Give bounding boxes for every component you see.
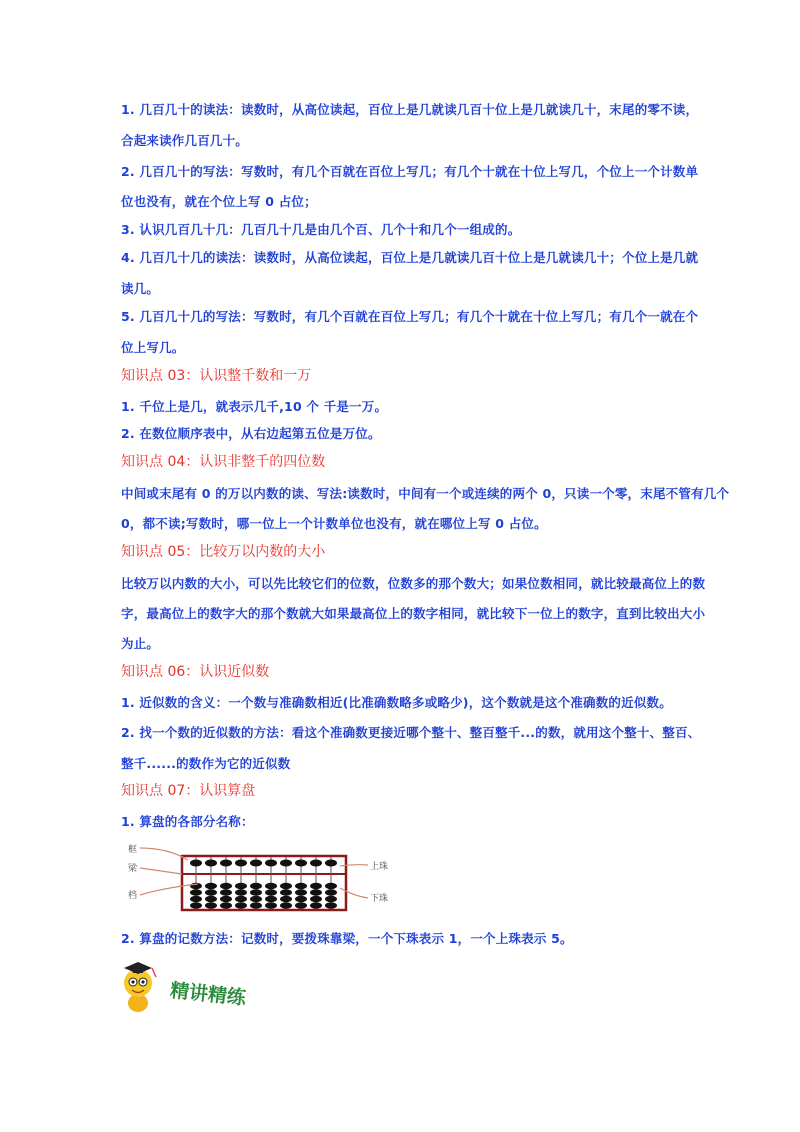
abacus-lower-bead xyxy=(280,889,292,895)
abacus-lower-bead xyxy=(325,889,337,895)
abacus-lower-bead xyxy=(235,889,247,895)
section-06-line-2: 2. 找一个数的近似数的方法：看这个准确数更接近哪个整十、整百整千...的数，就用这个整十、整百、 xyxy=(121,725,701,740)
point-2-line-1: 2. 几百几十的写法：写数时，有几个百就在百位上写几；有几个十就在十位上写几，个位上一个计数单 xyxy=(121,164,699,179)
abacus-lower-bead xyxy=(220,902,232,908)
abacus-lower-bead xyxy=(295,889,307,895)
abacus-upper-bead xyxy=(235,860,247,867)
abacus-upper-bead xyxy=(310,860,322,867)
abacus-lower-bead xyxy=(220,896,232,902)
section-04-line-1: 中间或末尾有 0 的万以内数的读、写法:读数时，中间有一个或连续的两个 0，只读一个零，末尾不管有几个 xyxy=(121,486,730,501)
point-5-line-1: 5. 几百几十几的写法：写数时，有几个百就在百位上写几；有几个十就在十位上写几；有几个一就在个 xyxy=(121,309,699,324)
abacus-lower-bead xyxy=(235,902,247,908)
abacus-lower-bead xyxy=(325,896,337,902)
abacus-lower-bead xyxy=(205,902,217,908)
banner-text: 精讲精练 xyxy=(169,979,247,1010)
abacus-lower-bead xyxy=(190,896,202,902)
abacus-diagram xyxy=(118,838,408,918)
section-07-line-1: 1. 算盘的各部分名称： xyxy=(121,814,254,829)
abacus-lower-bead xyxy=(295,896,307,902)
abacus-upper-bead xyxy=(190,860,202,867)
point-2-line-2: 位也没有，就在个位上写 0 占位； xyxy=(121,194,317,209)
section-04-line-2: 0，都不读;写数时，哪一位上一个计数单位也没有，就在哪位上写 0 占位。 xyxy=(121,516,547,531)
abacus-lower-bead xyxy=(325,902,337,908)
point-1-line-1: 1. 几百几十的读法：读数时，从高位读起，百位上是几就读几百十位上是几就读几十，末尾的零不读， xyxy=(121,102,699,117)
abacus-upper-bead xyxy=(295,860,307,867)
point-4-line-1: 4. 几百几十几的读法：读数时，从高位读起，百位上是几就读几百十位上是几就读几十；个位上是几就 xyxy=(121,250,699,265)
section-03-line-1: 1. 千位上是几，就表示几千,10 个 千是一万。 xyxy=(121,399,388,414)
abacus-lower-bead xyxy=(310,896,322,902)
point-3-line: 3. 认识几百几十几：几百几十几是由几个百、几个十和几个一组成的。 xyxy=(121,222,521,237)
abacus-lower-bead xyxy=(205,889,217,895)
abacus-lower-bead xyxy=(250,883,262,889)
mascot-icon xyxy=(124,962,156,1012)
abacus-lower-bead xyxy=(250,889,262,895)
callout-upper-bead xyxy=(340,865,368,866)
abacus-upper-bead xyxy=(325,860,337,867)
abacus-lower-bead xyxy=(280,902,292,908)
abacus-lower-bead xyxy=(235,883,247,889)
section-06-line-3: 整千......的数作为它的近似数 xyxy=(121,756,291,771)
abacus-label-rod: 档 xyxy=(128,891,138,901)
mascot-banner xyxy=(118,955,273,1015)
abacus-label-beam: 梁 xyxy=(128,864,138,874)
abacus-label-upper-bead: 上珠 xyxy=(370,862,389,872)
abacus-columns xyxy=(190,857,337,909)
section-heading-03: 知识点 03：认识整千数和一万 xyxy=(121,368,312,384)
abacus-upper-bead xyxy=(205,860,217,867)
section-heading-07: 知识点 07：认识算盘 xyxy=(121,783,256,799)
point-4-line-2: 读几。 xyxy=(121,281,160,296)
abacus-lower-bead xyxy=(310,883,322,889)
abacus-lower-bead xyxy=(325,883,337,889)
section-05-line-1: 比较万以内数的大小，可以先比较它们的位数，位数多的那个数大；如果位数相同，就比较最高位上的数 xyxy=(121,576,706,591)
callout-lower-bead xyxy=(340,888,368,898)
abacus-lower-bead xyxy=(265,902,277,908)
abacus-lower-bead xyxy=(220,883,232,889)
abacus-lower-bead xyxy=(190,889,202,895)
callout-rod xyxy=(140,884,198,895)
abacus-lower-bead xyxy=(220,889,232,895)
abacus-lower-bead xyxy=(265,883,277,889)
abacus-lower-bead xyxy=(295,902,307,908)
abacus-lower-bead xyxy=(205,883,217,889)
abacus-lower-bead xyxy=(265,896,277,902)
abacus-upper-bead xyxy=(250,860,262,867)
abacus-lower-bead xyxy=(250,896,262,902)
abacus-lower-bead xyxy=(190,902,202,908)
abacus-lower-bead xyxy=(280,883,292,889)
abacus-lower-bead xyxy=(235,896,247,902)
section-05-line-2: 字，最高位上的数字大的那个数就大如果最高位上的数字相同，就比较下一位上的数字，直到比较出大小 xyxy=(121,606,706,621)
abacus-lower-bead xyxy=(280,896,292,902)
callout-beam xyxy=(140,868,182,874)
section-heading-05: 知识点 05：比较万以内数的大小 xyxy=(121,544,326,560)
abacus-lower-bead xyxy=(310,902,322,908)
section-07-line-2: 2. 算盘的记数方法：记数时，要拨珠靠梁，一个下珠表示 1，一个上珠表示 5。 xyxy=(121,931,573,946)
section-05-line-3: 为止。 xyxy=(121,636,160,651)
abacus-upper-bead xyxy=(280,860,292,867)
abacus-upper-bead xyxy=(220,860,232,867)
abacus-label-frame: 框 xyxy=(128,845,138,855)
abacus-label-lower-bead: 下珠 xyxy=(370,894,389,904)
abacus-lower-bead xyxy=(265,889,277,895)
abacus-lower-bead xyxy=(295,883,307,889)
point-1-line-2: 合起来读作几百几十。 xyxy=(121,133,249,148)
point-5-line-2: 位上写几。 xyxy=(121,340,185,355)
abacus-upper-bead xyxy=(265,860,277,867)
section-heading-06: 知识点 06：认识近似数 xyxy=(121,664,270,680)
section-03-line-2: 2. 在数位顺序表中，从右边起第五位是万位。 xyxy=(121,426,381,441)
section-06-line-1: 1. 近似数的含义：一个数与准确数相近(比准确数略多或略少)，这个数就是这个准确数的近似数。 xyxy=(121,695,672,710)
abacus-lower-bead xyxy=(250,902,262,908)
abacus-lower-bead xyxy=(310,889,322,895)
section-heading-04: 知识点 04：认识非整千的四位数 xyxy=(121,454,326,470)
abacus-lower-bead xyxy=(205,896,217,902)
